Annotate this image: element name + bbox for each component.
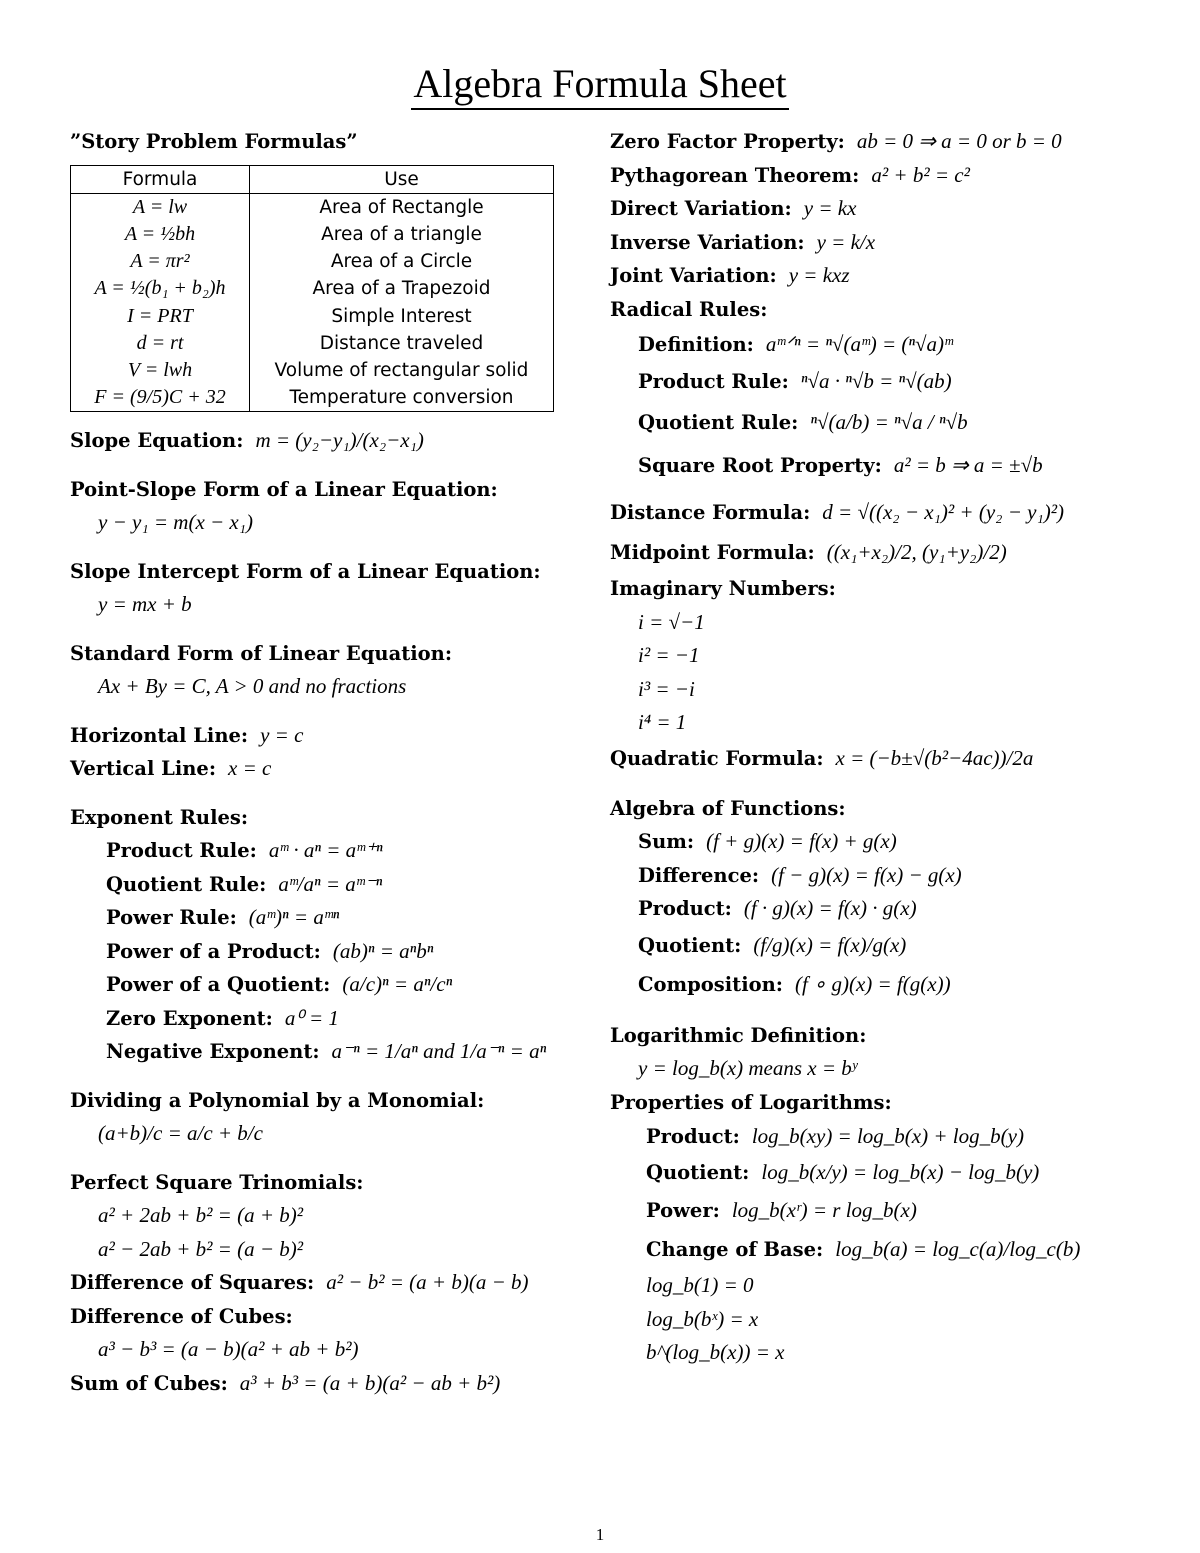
exponent-rule-formula: aᵐ · aⁿ = aᵐ⁺ⁿ: [268, 838, 383, 863]
midpoint-formula-value: ((x₁+x₂)/2, (y₁+y₂)/2): [826, 540, 1007, 564]
distance-formula-label: Distance Formula:: [610, 501, 811, 524]
log-prop: [610, 1154, 1170, 1191]
quadratic-formula-label: Quadratic Formula:: [610, 746, 824, 770]
function-rule-formula: (f ∘ g)(x) = f(g(x)): [794, 971, 951, 996]
vertical-line-formula: x = c: [228, 756, 272, 781]
sum-cubes-label: Sum of Cubes:: [70, 1371, 228, 1395]
perfect-square-formula: a² + 2ab + b² = (a + b)²: [98, 1203, 304, 1228]
perfect-square-formula: a² − 2ab + b² = (a − b)²: [98, 1236, 304, 1261]
pythagorean-label: Pythagorean Theorem:: [610, 163, 860, 187]
log-prop-formula: log_b(a) = log_c(a)/log_c(b): [835, 1237, 1081, 1261]
exponent-rule-formula: (aᵐ)ⁿ = aᵐⁿ: [248, 905, 340, 930]
imaginary-item: i² = −1: [638, 643, 700, 667]
radical-rule: [610, 363, 1170, 400]
diff-squares-formula: a² − b² = (a + b)(a − b): [326, 1270, 529, 1295]
exponent-rule-formula: aᵐ/aⁿ = aᵐ⁻ⁿ: [278, 871, 383, 896]
pythagorean: [610, 159, 1170, 193]
direct-variation: [610, 192, 1170, 226]
log-definition-label: Logarithmic Definition:: [610, 1023, 867, 1047]
exponent-rule-formula: a⁰ = 1: [284, 1005, 339, 1030]
inverse-variation-formula: y = k/x: [816, 229, 876, 254]
diff-squares-label: Difference of Squares:: [70, 1271, 315, 1295]
function-rule-label: Quotient:: [638, 933, 742, 957]
zero-factor-label: Zero Factor Property:: [610, 130, 845, 153]
horizontal-line: [70, 719, 580, 753]
joint-variation-formula: y = kxz: [788, 263, 850, 287]
header-formula: Formula: [71, 165, 250, 193]
radical-rule-formula: aᵐᐟⁿ = ⁿ√(aᵐ) = (ⁿ√a)ᵐ: [765, 332, 953, 356]
exponent-rule: [70, 901, 580, 935]
log-prop-formula: log_b(x/y) = log_b(x) − log_b(y): [761, 1160, 1040, 1184]
horizontal-line-label: Horizontal Line:: [70, 723, 249, 747]
exponent-heading: Exponent Rules:: [70, 805, 249, 829]
sum-cubes: [70, 1367, 580, 1401]
log-prop: [610, 1230, 1170, 1269]
diff-squares: [70, 1266, 580, 1300]
table-row: [71, 248, 554, 275]
story-table: [70, 165, 554, 413]
point-slope-label: Point-Slope Form of a Linear Equation:: [70, 477, 498, 501]
log-prop: [610, 1119, 1170, 1154]
slope-equation-label: Slope Equation:: [70, 429, 244, 453]
row-use: Area of Rectangle: [250, 193, 554, 221]
radical-rule-formula: ⁿ√a · ⁿ√b = ⁿ√(ab): [800, 369, 952, 393]
story-table-header: [71, 165, 554, 193]
joint-variation-label: Joint Variation:: [610, 264, 777, 287]
table-row: [71, 221, 554, 248]
exponent-rule-label: Quotient Rule:: [106, 872, 267, 896]
exponent-rule-label: Negative Exponent:: [106, 1040, 320, 1064]
distance-formula: [610, 492, 1170, 533]
row-use: Simple Interest: [250, 303, 554, 330]
imaginary-item: i = √−1: [638, 609, 705, 634]
function-rule: [610, 892, 1170, 926]
row-formula: A = πr²: [71, 248, 250, 275]
midpoint-formula: [610, 533, 1170, 572]
title-container: [0, 62, 1200, 110]
function-rule: [610, 965, 1170, 1004]
log-props-heading: Properties of Logarithms:: [610, 1090, 892, 1114]
imaginary-item: i⁴ = 1: [638, 710, 687, 734]
function-rule-label: Product:: [638, 897, 732, 920]
exponent-rule-label: Power of a Quotient:: [106, 973, 331, 997]
log-prop: [610, 1191, 1170, 1230]
diff-cubes-label: Difference of Cubes:: [70, 1304, 293, 1328]
left-column: [70, 125, 580, 1400]
function-rule: [610, 926, 1170, 965]
zero-factor: [610, 125, 1170, 159]
header-use: Use: [250, 165, 554, 193]
row-formula: V = lwh: [71, 357, 250, 384]
pythagorean-formula: a² + b² = c²: [871, 162, 970, 187]
direct-variation-formula: y = kx: [803, 196, 857, 220]
exponent-rule-label: Power of a Product:: [106, 939, 321, 963]
standard-form-label: Standard Form of Linear Equation:: [70, 641, 453, 665]
log-prop-label: Product:: [646, 1125, 740, 1148]
log-prop-label: Power:: [646, 1199, 720, 1222]
right-column: [610, 125, 1170, 1370]
imaginary-item: i³ = −i: [638, 676, 695, 701]
log-identity: b^(log_b(x)) = x: [646, 1340, 785, 1364]
row-formula: A = ½bh: [71, 221, 250, 248]
log-identity: log_b(1) = 0: [646, 1273, 754, 1297]
imaginary-heading: Imaginary Numbers:: [610, 577, 836, 600]
log-definition-formula: y = log_b(x) means x = bʸ: [638, 1056, 858, 1080]
vertical-line: [70, 752, 580, 786]
row-use: Area of a triangle: [250, 221, 554, 248]
quadratic-formula-value: x = (−b±√(b²−4ac))/2a: [835, 745, 1034, 770]
radical-rule: [610, 400, 1170, 445]
function-rule-formula: (f + g)(x) = f(x) + g(x): [706, 829, 897, 853]
horizontal-line-formula: y = c: [260, 722, 304, 747]
row-formula: d = rt: [71, 330, 250, 357]
exponent-rule: [70, 1002, 580, 1036]
slope-equation-formula: m = (y₂−y₁)/(x₂−x₁): [255, 428, 424, 453]
row-formula: F = (9/5)C + 32: [71, 384, 250, 412]
dividing-poly-formula: (a+b)/c = a/c + b/c: [98, 1121, 263, 1146]
sum-cubes-formula: a³ + b³ = (a + b)(a² − ab + b²): [239, 1370, 501, 1395]
radical-rule-label: Quotient Rule:: [638, 411, 799, 434]
row-use: Area of a Trapezoid: [250, 275, 554, 302]
function-rule-label: Difference:: [638, 863, 760, 887]
function-rule-label: Sum:: [638, 830, 695, 853]
radical-rule-formula: ⁿ√(a/b) = ⁿ√a / ⁿ√b: [810, 410, 968, 434]
exponent-rule-formula: (ab)ⁿ = aⁿbⁿ: [332, 938, 434, 963]
functions-heading: Algebra of Functions:: [610, 796, 846, 820]
standard-form-formula: Ax + By = C, A > 0 and no fractions: [98, 674, 407, 699]
log-prop-label: Quotient:: [646, 1161, 750, 1184]
log-prop-label: Change of Base:: [646, 1238, 824, 1261]
page-number: 1: [595, 1525, 605, 1544]
function-rule-formula: (f · g)(x) = f(x) · g(x): [743, 896, 917, 920]
exponent-rule-label: Power Rule:: [106, 906, 237, 930]
exponent-rule-label: Zero Exponent:: [106, 1006, 273, 1030]
point-slope-formula: y − y₁ = m(x − x₁): [98, 510, 254, 535]
row-formula: A = lw: [71, 193, 250, 221]
function-rule-formula: (f − g)(x) = f(x) − g(x): [771, 862, 962, 887]
inverse-variation: [610, 226, 1170, 260]
slope-equation: [70, 424, 580, 458]
exponent-rule-formula: a⁻ⁿ = 1/aⁿ and 1/a⁻ⁿ = aⁿ: [331, 1039, 547, 1064]
slope-intercept-formula: y = mx + b: [98, 592, 192, 617]
zero-factor-formula: ab = 0 ⇒ a = 0 or b = 0: [856, 129, 1062, 153]
row-use: Temperature conversion: [250, 384, 554, 412]
row-use: Area of a Circle: [250, 248, 554, 275]
radical-rule: [610, 445, 1170, 486]
joint-variation: [610, 259, 1170, 293]
table-row: [71, 357, 554, 384]
exponent-rule-formula: (a/c)ⁿ = aⁿ/cⁿ: [342, 972, 453, 997]
exponent-rule: [70, 935, 580, 969]
distance-formula-value: d = √((x₂ − x₁)² + (y₂ − y₁)²): [822, 500, 1065, 524]
function-rule-label: Composition:: [638, 972, 783, 996]
page-title: Algebra Formula Sheet: [411, 62, 788, 110]
perfect-square-label: Perfect Square Trinomials:: [70, 1170, 364, 1194]
table-row: [71, 384, 554, 412]
radical-rule-formula: a² = b ⇒ a = ±√b: [893, 453, 1043, 477]
log-identity: log_b(bˣ) = x: [646, 1306, 759, 1331]
table-row: [71, 275, 554, 302]
exponent-rule: [70, 868, 580, 902]
log-prop-formula: log_b(xʳ) = r log_b(x): [731, 1198, 917, 1222]
vertical-line-label: Vertical Line:: [70, 757, 217, 781]
table-row: [71, 303, 554, 330]
slope-intercept-label: Slope Intercept Form of a Linear Equation:: [70, 559, 541, 583]
exponent-rule-label: Product Rule:: [106, 839, 257, 863]
dividing-poly-label: Dividing a Polynomial by a Monomial:: [70, 1088, 485, 1112]
radical-rule-label: Product Rule:: [638, 370, 789, 393]
exponent-rule: [70, 1035, 580, 1069]
exponent-rule: [70, 834, 580, 868]
row-formula: I = PRT: [71, 303, 250, 330]
table-row: [71, 330, 554, 357]
row-use: Distance traveled: [250, 330, 554, 357]
radical-heading: Radical Rules:: [610, 297, 768, 321]
radical-rule: [610, 326, 1170, 363]
log-prop-formula: log_b(xy) = log_b(x) + log_b(y): [751, 1124, 1024, 1148]
radical-rule-label: Square Root Property:: [638, 454, 882, 477]
quadratic-formula: [610, 740, 1170, 777]
function-rule: [610, 859, 1170, 893]
function-rule: [610, 825, 1170, 859]
story-heading: ”Story Problem Formulas”: [70, 130, 358, 153]
inverse-variation-label: Inverse Variation:: [610, 230, 805, 254]
exponent-rule: [70, 968, 580, 1002]
row-formula: A = ½(b₁ + b₂)h: [71, 275, 250, 302]
radical-rule-label: Definition:: [638, 333, 754, 356]
direct-variation-label: Direct Variation:: [610, 197, 792, 220]
row-use: Volume of rectangular solid: [250, 357, 554, 384]
table-row: [71, 193, 554, 221]
midpoint-formula-label: Midpoint Formula:: [610, 541, 815, 564]
diff-cubes-formula: a³ − b³ = (a − b)(a² + ab + b²): [98, 1337, 359, 1362]
function-rule-formula: (f/g)(x) = f(x)/g(x): [753, 932, 907, 957]
